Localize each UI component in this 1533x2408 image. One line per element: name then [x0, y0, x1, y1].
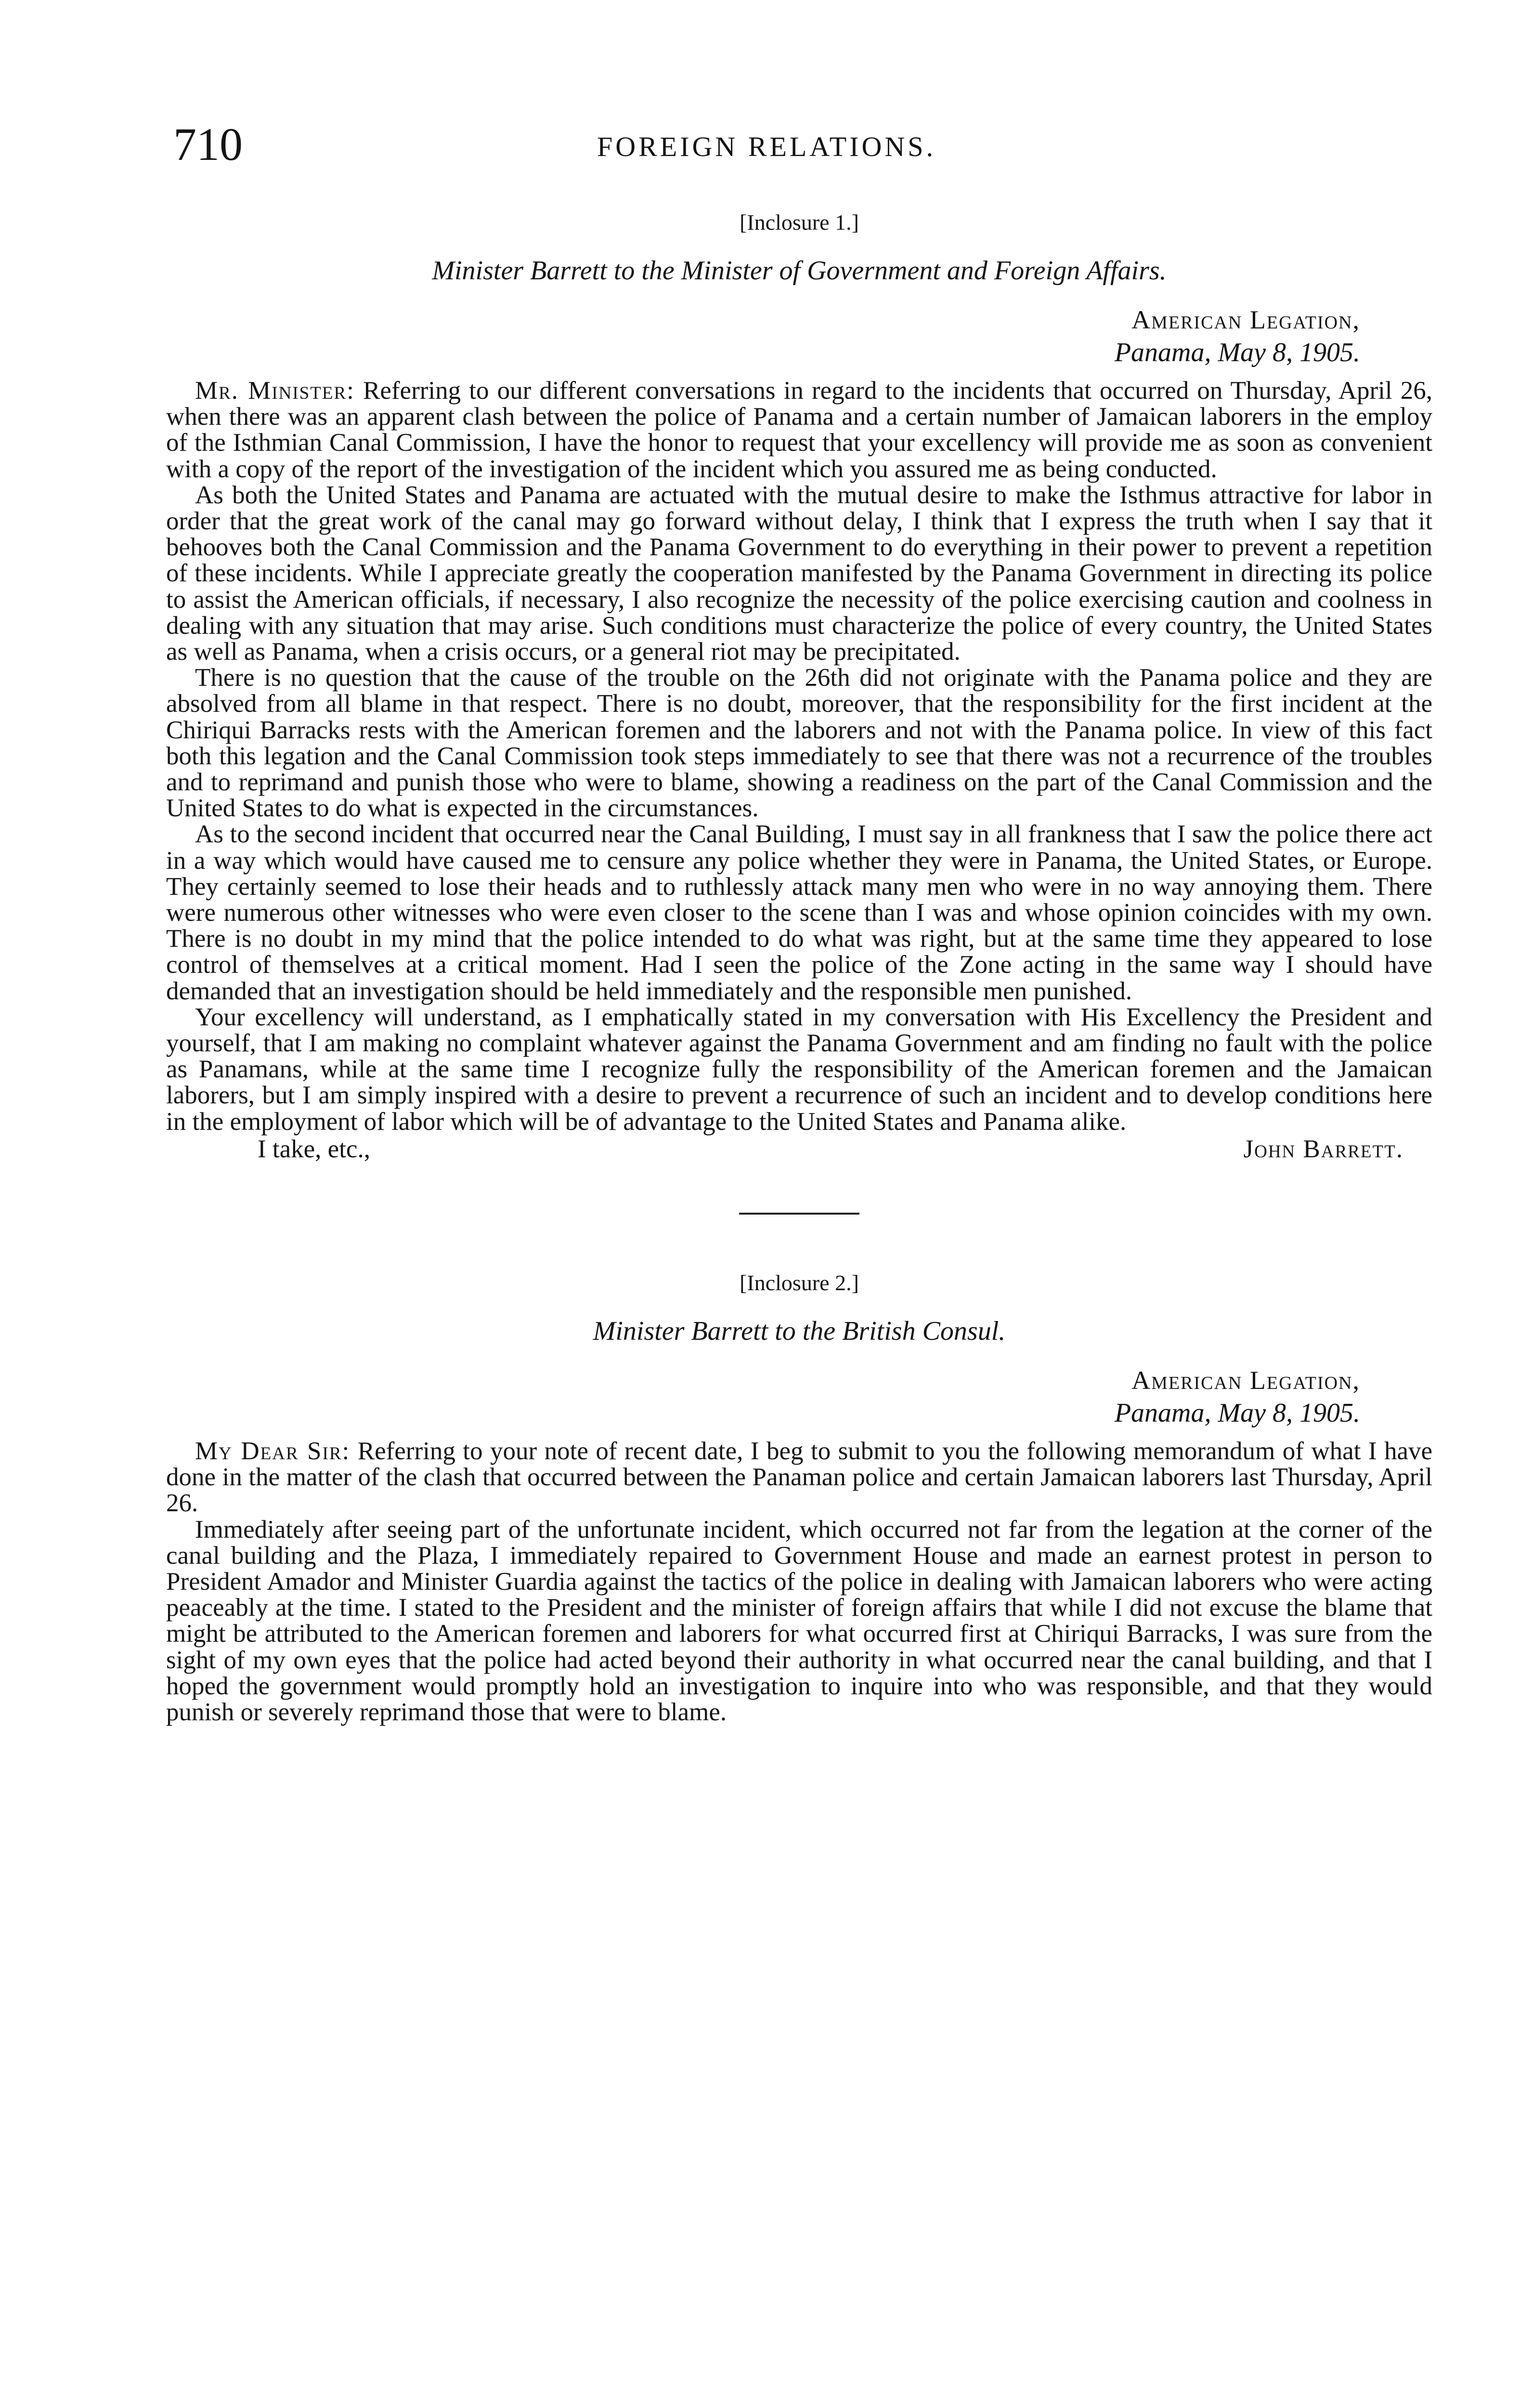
- page-header: [0, 116, 1533, 173]
- paragraph: Your excellency will understand, as I emphatically stated in my conversation with His Excellency the President and yourself, that I am making no complaint whatever against the Panama Government and am finding no fault with the police as Panamans, while at the same time I recognize fully the responsibility of the American foremen and the Jamaican laborers, but I am simply inspired with a desire to prevent a recurrence of such an incident and to develop conditions here in the employment of labor which will be of advantage to the United States and Panama alike.: [166, 1003, 1432, 1136]
- legation-heading: American Legation,: [1131, 1365, 1360, 1395]
- paragraph: Immediately after seeing part of the unfortunate incident, which occurred not far from the legation at the corner of the canal building and the Plaza, I immediately repaired to Government House and made an earnest protest in person to President Amador and Minister Guardia against the tactics of the police in dealing with Jamaican laborers who were acting peaceably at the time. I stated to the President and the minister of foreign affairs that while I did not excuse the blame that might be attributed to the American foremen and laborers for what occurred first at Chiriqui Barracks, I was sure from the sight of my own eyes that the police had acted beyond their authority in what occurred near the canal building, and that I hoped the government would promptly hold an investigation to inquire into who was responsible, and that they would punish or severely reprimand those that were to blame.: [166, 1515, 1432, 1726]
- section-divider: [739, 1213, 859, 1215]
- letter-title: Minister Barrett to the British Consul.: [593, 1316, 1006, 1346]
- closing: I take, etc.,: [258, 1135, 370, 1163]
- inclosure-label: [Inclosure 2.]: [740, 1270, 859, 1295]
- page-number: 710: [173, 118, 243, 170]
- legation-heading: American Legation,: [1131, 305, 1360, 334]
- dateline: Panama, May 8, 1905.: [1114, 338, 1360, 367]
- paragraph: [166, 378, 1432, 482]
- paragraph: [166, 1438, 1432, 1517]
- paragraph: As both the United States and Panama are actuated with the mutual desire to make the Isthmus attractive for labor in order that the great work of the canal may go forward without delay, I think that I express the truth when I say that it behooves both the Canal Commission and the Panama Government to do everything in their power to prevent a repetition of these incidents. While I appreciate greatly the cooperation manifested by the Panama Government in directing its police to assist the American officials, if necessary, I also recognize the necessity of the police exercising caution and coolness in dealing with any situation that may arise. Such conditions must characterize the police of every country, the United States as well as Panama, when a crisis occurs, or a general riot may be precipitated.: [166, 481, 1432, 666]
- closing-line: [166, 1135, 1432, 1165]
- page-content: [166, 207, 1432, 1725]
- paragraph-text: Referring to our different conversations in regard to the incidents that occurred on Thursday, April 26, when there was an apparent clash between the police of Panama and a certain number of Jamaican laborers in the employ of the Isthmian Canal Commission, I have the honor to request that your excellency will provide me as soon as convenient with a copy of the report of the investigation of the incident which you assured me as being conducted.: [166, 377, 1433, 483]
- salutation: Mr. Minister:: [195, 377, 355, 405]
- paragraph: There is no question that the cause of the trouble on the 26th did not originate with the Panama police and they are absolved from all blame in that respect. There is no doubt, moreover, that the responsibility for the first incident at the Chiriqui Barracks rests with the American foremen and the laborers and not with the Panama police. In view of this fact both this legation and the Canal Commission took steps immediately to see that there was not a recurrence of the troubles and to reprimand and punish those who were to blame, showing a readiness on the part of the Canal Commission and the United States to do what is expected in the circumstances.: [166, 664, 1432, 823]
- paragraph: As to the second incident that occurred near the Canal Building, I must say in all frankness that I saw the police there act in a way which would have caused me to censure any police whether they were in Panama, the United States, or Europe. They certainly seemed to lose their heads and to ruthlessly attack many men who were in no way annoying them. There were numerous other witnesses who were even closer to the scene than I was and whose opinion coincides with my own. There is no doubt in my mind that the police intended to do what was right, but at the same time they appeared to lose control of themselves at a critical moment. Had I seen the police of the Zone acting in the same way I should have demanded that an investigation should be held immediately and the responsible men punished.: [166, 820, 1432, 1005]
- inclosure-1: [166, 207, 1432, 1165]
- inclosure-label: [Inclosure 1.]: [740, 210, 859, 235]
- dateline: Panama, May 8, 1905.: [1114, 1398, 1360, 1428]
- running-head: FOREIGN RELATIONS.: [597, 131, 936, 162]
- letter-title: Minister Barrett to the Minister of Government and Foreign Affairs.: [432, 256, 1167, 286]
- salutation: My Dear Sir:: [195, 1437, 351, 1465]
- inclosure-2: [166, 1268, 1432, 1725]
- signature: John Barrett.: [1243, 1135, 1403, 1163]
- paragraph-text: Referring to your note of recent date, I beg to submit to you the following memorandum of what I have done in the matter of the clash that occurred between the Panaman police and certain Jamaican laborers last Thursday, April 26.: [166, 1437, 1432, 1518]
